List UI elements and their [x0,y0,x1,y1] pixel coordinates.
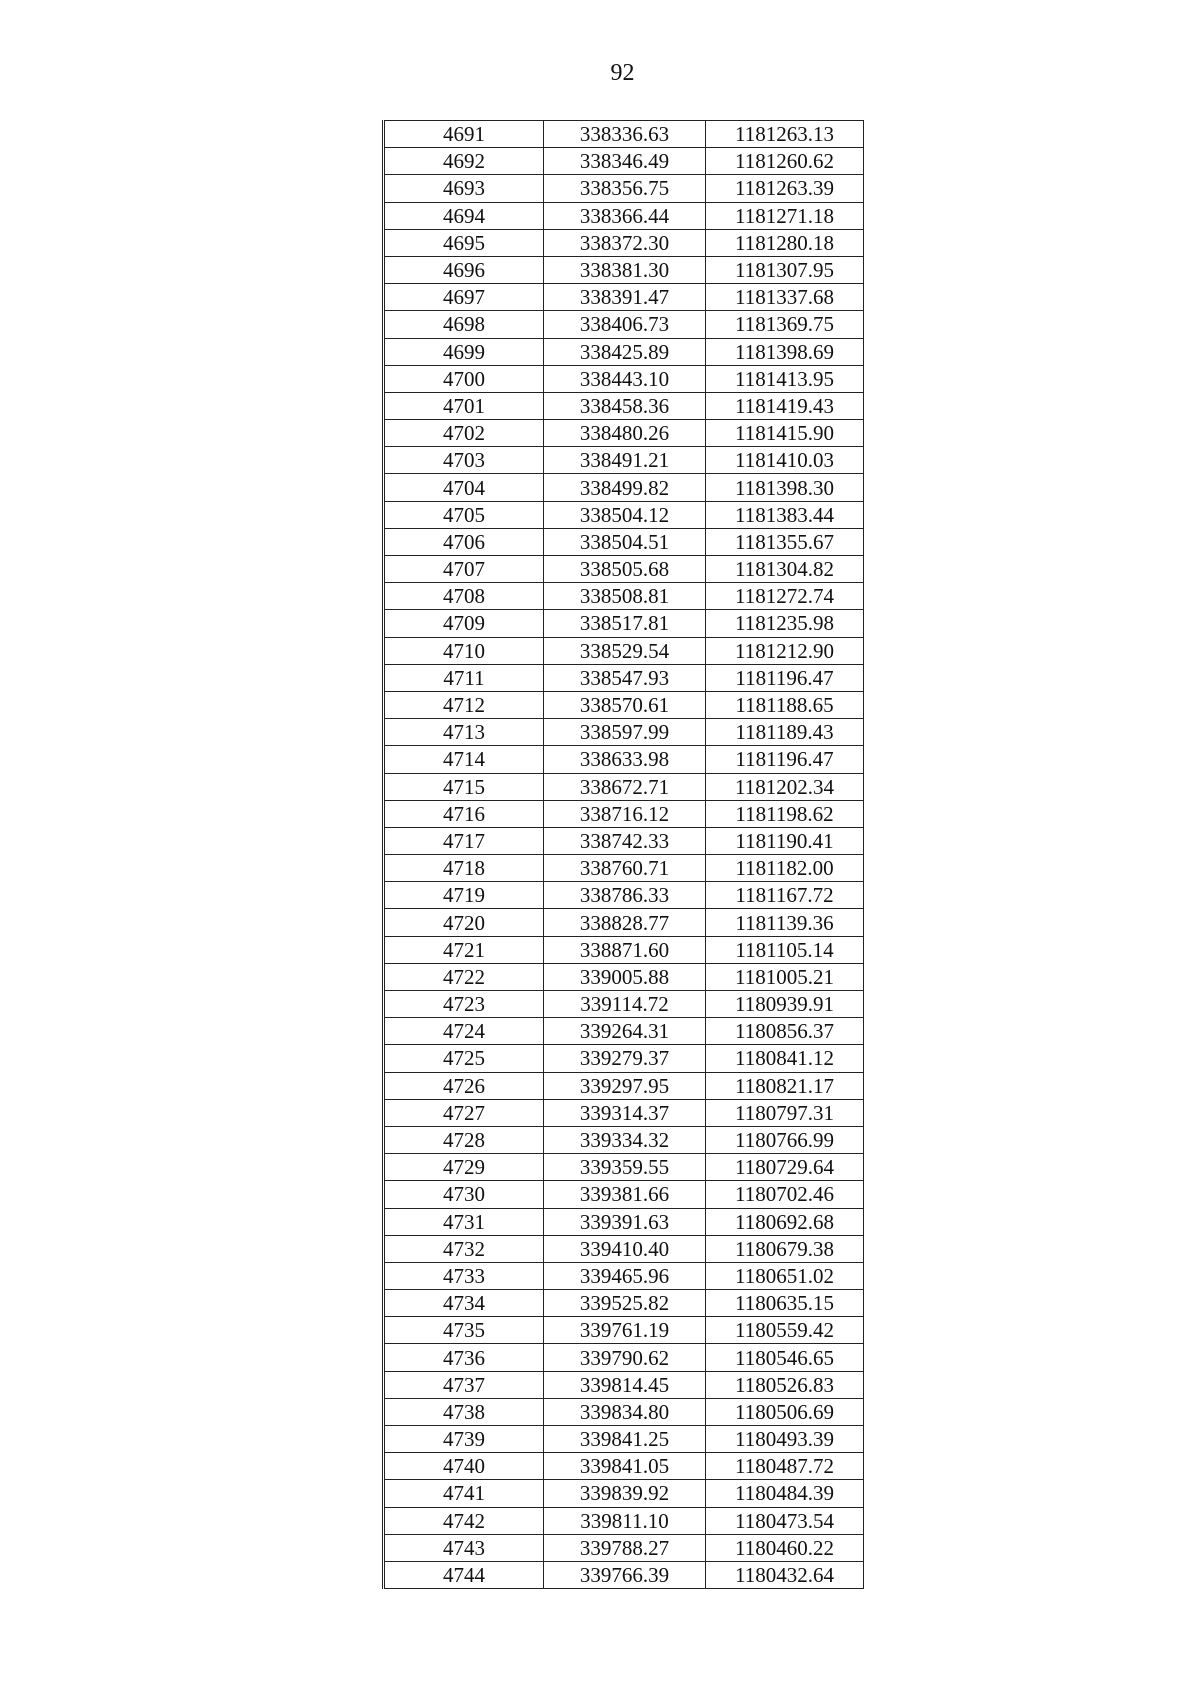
point-number-cell: 4718 [384,855,544,882]
point-number-cell: 4723 [384,991,544,1018]
table-row [384,1561,864,1588]
y-coordinate-cell: 1181167.72 [706,882,864,909]
point-number-cell: 4736 [384,1344,544,1371]
y-coordinate-cell: 1180484.39 [706,1480,864,1507]
table-row [384,1480,864,1507]
y-coordinate-cell: 1180797.31 [706,1099,864,1126]
point-number-cell: 4701 [384,392,544,419]
point-number-cell: 4693 [384,175,544,202]
table-row [384,1398,864,1425]
y-coordinate-cell: 1181271.18 [706,202,864,229]
x-coordinate-cell: 339839.92 [544,1480,706,1507]
x-coordinate-cell: 339788.27 [544,1534,706,1561]
table-row [384,528,864,555]
x-coordinate-cell: 338517.81 [544,610,706,637]
y-coordinate-cell: 1180493.39 [706,1426,864,1453]
table-row [384,1181,864,1208]
y-coordinate-cell: 1180559.42 [706,1317,864,1344]
y-coordinate-cell: 1181398.69 [706,338,864,365]
y-coordinate-cell: 1180432.64 [735,1563,834,1588]
point-number-cell: 4702 [384,420,544,447]
x-coordinate-cell: 338336.63 [544,121,706,148]
y-coordinate-cell: 1181182.00 [706,855,864,882]
point-number-cell: 4732 [384,1235,544,1262]
table-row [384,392,864,419]
x-coordinate-cell: 338633.98 [544,746,706,773]
y-coordinate-cell: 1181263.13 [706,121,864,148]
table-row [384,256,864,283]
y-coordinate-cell: 1181105.14 [706,936,864,963]
x-coordinate-cell: 339834.80 [544,1398,706,1425]
y-coordinate-cell: 1181355.67 [706,528,864,555]
y-coordinate-cell: 1180546.65 [706,1344,864,1371]
x-coordinate-cell: 339465.96 [544,1262,706,1289]
x-coordinate-cell: 339790.62 [544,1344,706,1371]
point-number-cell: 4715 [384,773,544,800]
table-row [384,773,864,800]
y-coordinate-cell: 1181410.03 [706,447,864,474]
x-coordinate-cell: 339761.19 [544,1317,706,1344]
table-row [384,447,864,474]
table-row [384,1507,864,1534]
table-row [384,827,864,854]
x-coordinate-cell: 338547.93 [544,664,706,691]
table-row [384,311,864,338]
x-coordinate-cell: 338372.30 [544,229,706,256]
point-number-cell: 4731 [384,1208,544,1235]
table-row [384,746,864,773]
y-coordinate-cell: 1180487.72 [706,1453,864,1480]
y-coordinate-cell: 1180702.46 [706,1181,864,1208]
point-number-cell: 4703 [384,447,544,474]
table-row [384,991,864,1018]
point-number-cell: 4691 [384,121,544,148]
table-row [384,1235,864,1262]
table-row [384,121,864,148]
y-coordinate-cell: 1180766.99 [706,1126,864,1153]
x-coordinate-cell: 338597.99 [544,719,706,746]
table-row [384,963,864,990]
x-coordinate-cell: 339297.95 [544,1072,706,1099]
table-row [384,1534,864,1561]
table-row [384,1018,864,1045]
table-row [384,365,864,392]
y-coordinate-cell: 1181304.82 [706,556,864,583]
point-number-cell: 4717 [384,827,544,854]
table-row [384,1154,864,1181]
point-number-cell: 4734 [384,1290,544,1317]
point-number-cell: 4721 [384,936,544,963]
y-coordinate-cell: 1181198.62 [706,800,864,827]
table-row [384,1099,864,1126]
y-coordinate-cell: 1181280.18 [706,229,864,256]
x-coordinate-cell: 339841.05 [544,1453,706,1480]
point-number-cell: 4744 [384,1561,544,1588]
table-row [384,583,864,610]
point-number-cell: 4692 [384,148,544,175]
table-row [384,1317,864,1344]
x-coordinate-cell: 338425.89 [544,338,706,365]
point-number-cell: 4706 [384,528,544,555]
x-coordinate-cell: 338508.81 [544,583,706,610]
table-row [384,1262,864,1289]
point-number-cell: 4726 [384,1072,544,1099]
point-number-cell: 4727 [384,1099,544,1126]
table-row [384,556,864,583]
point-number-cell: 4742 [384,1507,544,1534]
x-coordinate-cell: 339114.72 [544,991,706,1018]
x-coordinate-cell: 338491.21 [544,447,706,474]
y-coordinate-cell: 1181415.90 [706,420,864,447]
y-coordinate-cell: 1181260.62 [706,148,864,175]
x-coordinate-cell: 339005.88 [544,963,706,990]
coordinate-table [382,120,864,1589]
table-row [384,338,864,365]
x-coordinate-cell: 339381.66 [544,1181,706,1208]
point-number-cell: 4695 [384,229,544,256]
point-number-cell: 4741 [384,1480,544,1507]
y-coordinate-cell: 1181189.43 [706,719,864,746]
point-number-cell: 4743 [384,1534,544,1561]
table-row [384,664,864,691]
table-row [384,284,864,311]
table-row [384,202,864,229]
y-coordinate-cell: 1180651.02 [706,1262,864,1289]
x-coordinate-cell: 338356.75 [544,175,706,202]
table-row [384,637,864,664]
table-row [384,1208,864,1235]
table-row [384,882,864,909]
x-coordinate-cell: 338391.47 [544,284,706,311]
y-coordinate-cell: 1180841.12 [706,1045,864,1072]
x-coordinate-cell: 338570.61 [544,691,706,718]
y-coordinate-cell: 1181202.34 [706,773,864,800]
table-row [384,855,864,882]
table-row [384,610,864,637]
y-coordinate-cell: 1181196.47 [706,746,864,773]
table-row [384,229,864,256]
y-coordinate-cell: 1181413.95 [706,365,864,392]
point-number-cell: 4700 [384,365,544,392]
table-row [384,1072,864,1099]
page-number: 92 [610,60,635,86]
y-coordinate-cell: 1181188.65 [706,691,864,718]
x-coordinate-cell: 338828.77 [544,909,706,936]
y-coordinate-cell: 1181307.95 [706,256,864,283]
x-coordinate-cell: 338480.26 [544,420,706,447]
y-coordinate-cell: 1181212.90 [706,637,864,664]
y-coordinate-cell: 1180473.54 [706,1507,864,1534]
x-coordinate-cell: 338458.36 [544,392,706,419]
table-row [384,175,864,202]
point-number-cell: 4709 [384,610,544,637]
point-number-cell: 4696 [384,256,544,283]
table-row [384,474,864,501]
y-coordinate-cell: 1180692.68 [706,1208,864,1235]
x-coordinate-cell: 338499.82 [544,474,706,501]
y-coordinate-cell: 1180729.64 [706,1154,864,1181]
point-number-cell: 4708 [384,583,544,610]
point-number-cell: 4698 [384,311,544,338]
point-number-cell: 4714 [384,746,544,773]
y-coordinate-cell: 1181190.41 [706,827,864,854]
x-coordinate-cell: 339841.25 [544,1426,706,1453]
x-coordinate-cell: 338505.68 [544,556,706,583]
x-coordinate-cell: 338406.73 [544,311,706,338]
y-coordinate-cell: 1181383.44 [706,501,864,528]
y-coordinate-cell: 1180939.91 [706,991,864,1018]
x-coordinate-cell: 339766.39 [544,1561,706,1588]
x-coordinate-cell: 339410.40 [544,1235,706,1262]
y-coordinate-cell: 1181272.74 [706,583,864,610]
x-coordinate-cell: 339525.82 [544,1290,706,1317]
point-number-cell: 4699 [384,338,544,365]
y-coordinate-cell: 1181369.75 [706,311,864,338]
x-coordinate-cell: 339264.31 [544,1018,706,1045]
x-coordinate-cell: 338504.51 [544,528,706,555]
y-coordinate-cell: 1180679.38 [706,1235,864,1262]
x-coordinate-cell: 338443.10 [544,365,706,392]
point-number-cell: 4719 [384,882,544,909]
x-coordinate-cell: 338672.71 [544,773,706,800]
point-number-cell: 4739 [384,1426,544,1453]
y-coordinate-cell: 1181005.21 [706,963,864,990]
y-coordinate-cell: 1181419.43 [706,392,864,419]
x-coordinate-cell: 338346.49 [544,148,706,175]
point-number-cell: 4710 [384,637,544,664]
table-row [384,1453,864,1480]
y-coordinate-cell: 1181263.39 [706,175,864,202]
table-row [384,909,864,936]
y-coordinate-cell: 1180460.22 [706,1534,864,1561]
point-number-cell: 4713 [384,719,544,746]
y-coordinate-cell: 1181139.36 [706,909,864,936]
y-coordinate-cell: 1180821.17 [706,1072,864,1099]
x-coordinate-cell: 339814.45 [544,1371,706,1398]
x-coordinate-cell: 338366.44 [544,202,706,229]
point-number-cell: 4697 [384,284,544,311]
table-row [384,1371,864,1398]
point-number-cell: 4722 [384,963,544,990]
table-row [384,1344,864,1371]
table-row [384,800,864,827]
table-row [384,501,864,528]
y-coordinate-cell: 1181196.47 [706,664,864,691]
x-coordinate-cell: 338381.30 [544,256,706,283]
x-coordinate-cell: 338871.60 [544,936,706,963]
point-number-cell: 4733 [384,1262,544,1289]
x-coordinate-cell: 338760.71 [544,855,706,882]
point-number-cell: 4694 [384,202,544,229]
y-coordinate-cell: 1180856.37 [706,1018,864,1045]
coordinate-table-body [384,121,864,1589]
table-row [384,936,864,963]
point-number-cell: 4725 [384,1045,544,1072]
x-coordinate-cell: 339359.55 [544,1154,706,1181]
table-row [384,420,864,447]
point-number-cell: 4738 [384,1398,544,1425]
y-coordinate-cell: 1181398.30 [706,474,864,501]
y-coordinate-cell: 1180526.83 [706,1371,864,1398]
point-number-cell: 4730 [384,1181,544,1208]
x-coordinate-cell: 339811.10 [544,1507,706,1534]
point-number-cell: 4704 [384,474,544,501]
point-number-cell: 4716 [384,800,544,827]
point-number-cell: 4707 [384,556,544,583]
x-coordinate-cell: 338742.33 [544,827,706,854]
y-coordinate-cell: 1180635.15 [706,1290,864,1317]
x-coordinate-cell: 338786.33 [544,882,706,909]
y-coordinate-cell: 1180506.69 [706,1398,864,1425]
table-row [384,1290,864,1317]
table-row [384,148,864,175]
x-coordinate-cell: 338716.12 [544,800,706,827]
point-number-cell: 4740 [384,1453,544,1480]
x-coordinate-cell: 339334.32 [544,1126,706,1153]
table-row [384,1426,864,1453]
table-row [384,1126,864,1153]
point-number-cell: 4728 [384,1126,544,1153]
x-coordinate-cell: 338504.12 [544,501,706,528]
point-number-cell: 4729 [384,1154,544,1181]
x-coordinate-cell: 339279.37 [544,1045,706,1072]
table-row [384,719,864,746]
point-number-cell: 4735 [384,1317,544,1344]
x-coordinate-cell: 339314.37 [544,1099,706,1126]
x-coordinate-cell: 338529.54 [544,637,706,664]
point-number-cell: 4720 [384,909,544,936]
point-number-cell: 4737 [384,1371,544,1398]
point-number-cell: 4712 [384,691,544,718]
x-coordinate-cell: 339391.63 [544,1208,706,1235]
point-number-cell: 4705 [384,501,544,528]
table-row [384,691,864,718]
point-number-cell: 4724 [384,1018,544,1045]
y-coordinate-cell: 1181337.68 [706,284,864,311]
y-coordinate-cell: 1181235.98 [706,610,864,637]
point-number-cell: 4711 [384,664,544,691]
table-row [384,1045,864,1072]
